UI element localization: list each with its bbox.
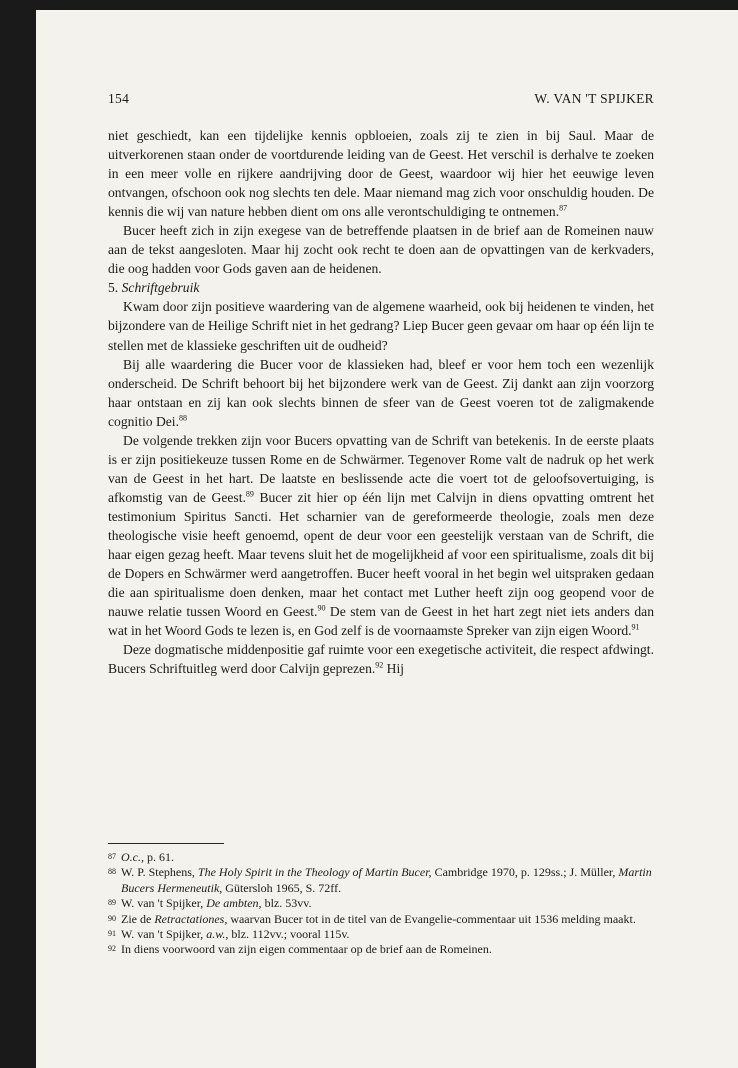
footnote-88: 88 W. P. Stephens, The Holy Spirit in the Theology of Martin Bucer, Cambridge 1970, p. 129ss.; J. Müller, Martin Bucers Hermeneutik, Gütersloh 1965, S. 72ff. bbox=[108, 865, 652, 895]
page-number: 154 bbox=[108, 91, 130, 106]
scan-border-left bbox=[0, 0, 36, 1068]
footnote-89: 89 W. van 't Spijker, De ambten, blz. 53vv. bbox=[108, 896, 312, 911]
footnote-92: 92 In diens voorwoord van zijn eigen commentaar op de brief aan de Romeinen. bbox=[108, 942, 492, 957]
footnotes bbox=[108, 850, 654, 958]
footnote-ref-87: 87 bbox=[559, 203, 568, 213]
section-title: Schriftgebruik bbox=[121, 280, 200, 296]
footnote-divider bbox=[108, 843, 224, 844]
paragraph-3: Kwam door zijn positieve waardering van de algemene waarheid, ook bij heidenen te vinden, het bijzondere van de Heilige Schrift niet in het gedrang? Liep Bucer geen gevaar om haar op één lijn te stellen met de klassieke geschriften uit de oudheid? bbox=[108, 299, 654, 353]
main-text bbox=[108, 126, 654, 678]
paragraph-1: niet geschiedt, kan een tijdelijke kennis opbloeien, zoals zij te zien in bij Saul. Maar de uitverkorenen staan onder de voortdurende leiding van de Geest. Het verschil is derhalve te zoeken in een meer volle en rijkere aandrijving door de Geest, waardoor wij hier het eeuwige leven ontvangen, ofschoon ook nog slechts ten dele. Maar niemand mag zich voor onschuldig houden. De kennis die wij van nature hebben dient om ons alle verontschuldiging te ontnemen.$^{87}$ bbox=[108, 128, 654, 220]
paragraph-2: Bucer heeft zich in zijn exegese van de betreffende plaatsen in de brief aan de Romeinen nauw aan de tekst aangesloten. Maar hij zocht ook recht te doen aan de opvattingen van de kerkvaders, die oog hadden voor Gods gaven aan de heidenen. bbox=[108, 223, 654, 277]
footnote-87: 87 O.c., p. 61. bbox=[108, 850, 174, 864]
section-number: 5. bbox=[108, 280, 119, 296]
paragraph-4: Bij alle waardering die Bucer voor de klassieken had, bleef er voor hem toch een wezenlijk onderscheid. De Schrift behoort bij het bijzondere werk van de Geest. Zij dankt aan zijn voorzorg haar ontstaan en zij kan ook slechts binnen de sfeer van de Geest voeren tot de zaligmakende cognitio Dei.$^{88}$ bbox=[108, 356, 654, 429]
footnote-ref-89: 89 bbox=[245, 489, 254, 499]
footnote-ref-88: 88 bbox=[178, 413, 187, 423]
paragraph-6: Deze dogmatische middenpositie gaf ruimte voor een exegetische activiteit, die respect afdwingt. Bucers Schriftuitleg werd door Calvijn geprezen.$^{92}$ Hij bbox=[108, 642, 654, 677]
footnote-ref-92: 92 bbox=[375, 660, 384, 670]
section-heading bbox=[108, 278, 654, 297]
footnote-90: 90 Zie de Retractationes, waarvan Bucer tot in de titel van de Evangelie-commentaar uit 1536 melding maakt. bbox=[108, 911, 636, 926]
scan-border-top bbox=[0, 0, 738, 10]
page-header bbox=[108, 91, 654, 107]
footnote-ref-91: 91 bbox=[631, 622, 640, 632]
footnote-91: 91 W. van 't Spijker, a.w., blz. 112vv.; vooral 115v. bbox=[108, 927, 350, 942]
footnote-ref-90: 90 bbox=[317, 603, 326, 613]
paragraph-5: De volgende trekken zijn voor Bucers opvatting van de Schrift van betekenis. In de eerste plaats is er zijn positiekeuze tussen Rome en de Schwärmer. Tegenover Rome valt de nadruk op het werk van de Geest in het hart. De laatste en beslissende acte die voert tot de geloofsovertuiging, is afkomstig van de Geest.$^{89}$ Bucer zit hier op één lijn met Calvijn in diens opvatting omtrent het testimonium Spiritus Sancti. Het scharnier van de gereformeerde theologie, zoals men deze theologische visie heeft genoemd, opent de deur voor een geestelijk verstaan van de Schrift, die haar eigen gezag heeft. Maar tevens sluit het de mogelijkheid af voor een spiritualisme, zoals dit bij de Dopers en Schwärmer werd aangetroffen. Bucer heeft vooral in het begin wel uitspraken gedaan die aan spiritualisme doen denken, maar het contact met Luther heeft zijn oog geopend voor de nauwe relatie tussen Woord en Geest.$^{90}$ De stem van de Geest in het hart zegt niet iets anders dan wat in het Woord Gods te lezen is, en God zelf is de voornaamste Spreker van zijn eigen Woord.$^{91}$ bbox=[108, 432, 654, 639]
running-head: W. VAN 'T SPIJKER bbox=[534, 91, 654, 106]
